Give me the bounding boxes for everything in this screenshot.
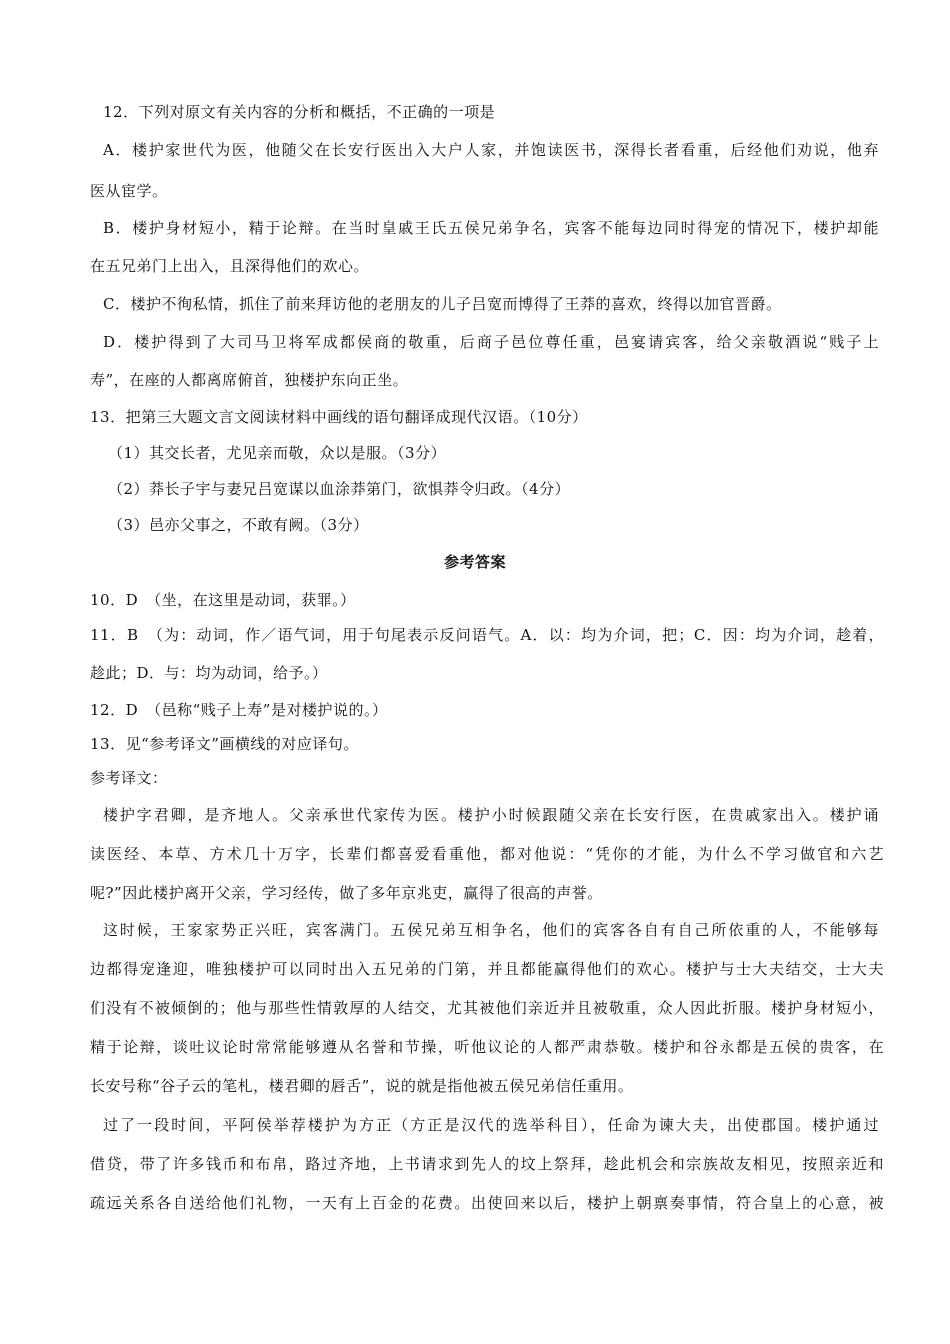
translation-p2-line4: 精于论辩，谈吐议论时常常能够遵从名誉和节操，听他议论的人都严肃恭敬。楼护和谷永都是五侯的贵客，在	[90, 1038, 884, 1056]
translation-p1-line3: 呢?”因此楼护离开父亲，学习经传，做了多年京兆吏，赢得了很高的声誉。	[90, 884, 603, 902]
q12-option-a-line2: 医从宦学。	[90, 182, 168, 200]
translation-p1-line1: 楼护字君卿，是齐地人。父亲承世代家传为医。楼护小时候跟随父亲在长安行医，在贵戚家出入。楼护诵	[103, 806, 879, 824]
answer-11-line2: 趁此；D．与：均为动词，给予。）	[90, 664, 328, 682]
translation-p3-line1: 过了一段时间，平阿侯举荐楼护为方正（方正是汉代的选举科目），任命为谏大夫，出使郡国。楼护通过	[103, 1116, 879, 1134]
q12-option-b-line1: B．楼护身材短小，精于论辩。在当时皇戚王氏五侯兄弟争名，宾客不能每边同时得宠的情况下，楼护却能	[103, 219, 879, 237]
translation-p2-line2: 边都得宠逢迎，唯独楼护可以同时出入五兄弟的门第，并且都能赢得他们的欢心。楼护与士大夫结交，士大夫	[90, 960, 884, 978]
q13-sentence-1: （1）其交长者，尤见亲而敬，众以是服。（3分）	[108, 444, 447, 462]
reference-translation-label: 参考译文：	[90, 769, 168, 787]
q12-option-d-line1: D．楼护得到了大司马卫将军成都侯商的敬重，后商子邑位尊任重，邑宴请宾客，给父亲敬酒说“贱子上	[103, 333, 879, 351]
answer-13: 13．见“参考译文”画横线的对应译句。	[90, 735, 359, 753]
q12-stem: 12．下列对原文有关内容的分析和概括，不正确的一项是	[103, 103, 496, 121]
translation-p3-line2: 借贷，带了许多钱币和布帛，路过齐地，上书请求到先人的坟上祭拜，趁此机会和宗族故友相见，按照亲近和	[90, 1155, 884, 1173]
answer-12: 12．D （邑称“贱子上寿”是对楼护说的。）	[90, 701, 388, 719]
translation-p2-line1: 这时候，王家家势正兴旺，宾客满门。五侯兄弟互相争名，他们的宾客各自有自己所依重的人，不能够每	[103, 921, 879, 939]
answer-10: 10．D （坐，在这里是动词，获罪。）	[90, 591, 356, 609]
q12-option-a-line1: A．楼护家世代为医，他随父在长安行医出入大户人家，并饱读医书，深得长者看重，后经他们劝说，他弃	[103, 141, 879, 159]
q13-sentence-2: （2）莽长子宇与妻兄吕宽谋以血涂莽第门，欲惧莽令归政。（4分）	[108, 480, 571, 498]
answers-heading: 参考答案	[443, 553, 506, 571]
q12-option-d-line2: 寿”，在座的人都离席俯首，独楼护东向正坐。	[90, 371, 409, 389]
answer-11-line1: 11．B （为：动词，作／语气词，用于句尾表示反问语气。A．以：均为介词，把；C．因：均为介词，趁着，	[90, 626, 884, 644]
q13-sentence-3: （3）邑亦父事之，不敢有阙。（3分）	[108, 516, 369, 534]
translation-p3-line3: 疏远关系各自送给他们礼物，一天有上百金的花费。出使回来以后，楼护上朝禀奏事情，符合皇上的心意，被	[90, 1194, 884, 1212]
translation-p2-line3: 们没有不被倾倒的；他与那些性情敦厚的人结交，尤其被他们亲近并且被敬重，众人因此折服。楼护身材短小，	[90, 999, 884, 1017]
translation-p1-line2: 读医经、本草、方术几十万字，长辈们都喜爱看重他，都对他说：“凭你的才能，为什么不学习做官和六艺	[90, 845, 884, 863]
q12-option-b-line2: 在五兄弟门上出入，且深得他们的欢心。	[90, 257, 370, 275]
q12-option-c: C．楼护不徇私情，抓住了前来拜访他的老朋友的儿子吕宽而博得了王莽的喜欢，终得以加官晋爵。	[103, 295, 782, 313]
translation-p2-line5: 长安号称“谷子云的笔札，楼君卿的唇舌”，说的就是指他被五侯兄弟信任重用。	[90, 1077, 634, 1095]
q13-stem: 13．把第三大题文言文阅读材料中画线的语句翻译成现代汉语。（10分）	[90, 408, 588, 426]
